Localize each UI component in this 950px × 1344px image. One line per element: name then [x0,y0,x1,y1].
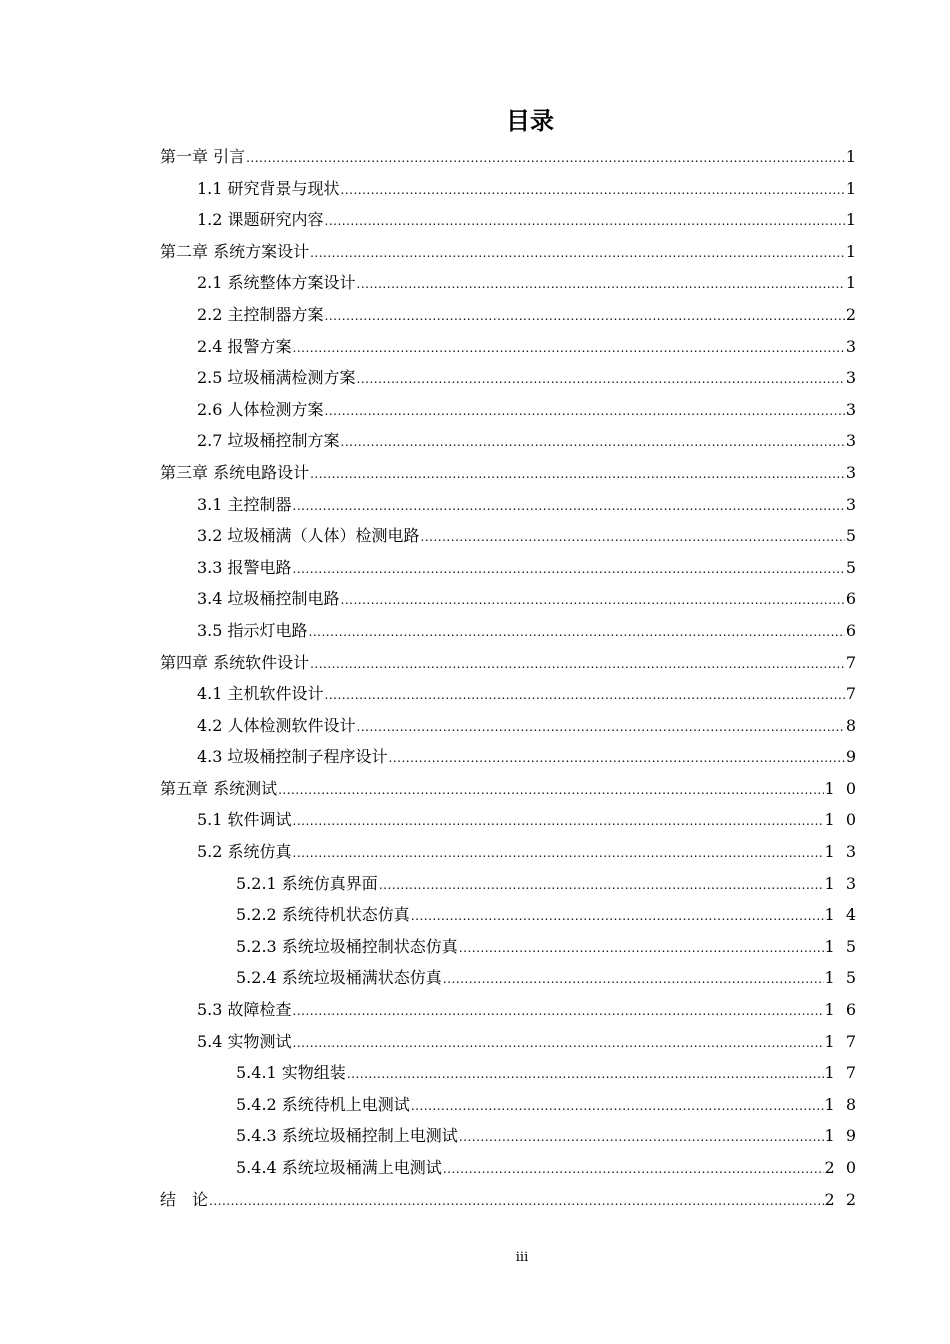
toc-entry-title: 2.6 人体检测方案 [197,399,324,419]
toc-list [160,141,859,1215]
toc-entry-title: 5.2.2 系统待机状态仿真 [236,905,410,925]
toc-entry-page: 1 0 [824,778,859,798]
toc-entry-page: 2 0 [824,1158,859,1177]
toc-entry[interactable] [160,710,859,742]
toc-entry[interactable] [160,489,859,521]
toc-entry[interactable] [160,331,859,363]
toc-entry-title: 5.2.3 系统垃圾桶控制状态仿真 [236,936,458,956]
toc-entry-title: 1.2 课题研究内容 [197,210,324,230]
toc-entry[interactable] [160,1026,859,1058]
dot-leader [209,1186,824,1218]
toc-entry[interactable] [160,267,859,299]
dot-leader [341,427,845,459]
toc-entry-page: 2 [845,304,859,324]
toc-entry-title: 5.2.4 系统垃圾桶满状态仿真 [236,968,442,988]
toc-entry-page: 3 [845,462,859,482]
toc-entry-title: 3.2 垃圾桶满（人体）检测电路 [197,526,420,546]
dot-leader [459,933,824,965]
dot-leader [443,1154,824,1186]
dot-leader [246,143,845,175]
toc-entry-page: 1 5 [824,936,859,956]
toc-entry-title: 3.1 主控制器 [197,494,292,514]
toc-entry-page: 8 [845,715,859,735]
toc-entry[interactable] [160,299,859,331]
dot-leader [310,649,845,681]
toc-entry-page: 1 5 [824,968,859,988]
dot-leader [411,1091,824,1123]
toc-entry-title: 5.4.3 系统垃圾桶控制上电测试 [236,1126,458,1146]
toc-entry-title: 结 论 [160,1189,209,1209]
toc-entry[interactable] [160,836,859,868]
dot-leader [357,712,845,744]
toc-entry-title: 2.4 报警方案 [197,336,292,356]
toc-entry-page: 1 [845,210,859,230]
toc-entry[interactable] [160,457,859,489]
toc-entry-page: 3 [845,494,859,514]
toc-entry-page: 1 0 [824,810,859,830]
toc-entry-page: 7 [845,652,859,672]
dot-leader [293,806,824,838]
dot-leader [293,1028,824,1060]
toc-entry[interactable] [160,520,859,552]
toc-entry[interactable] [160,1184,859,1216]
dot-leader [357,364,845,396]
toc-entry-page: 3 [845,368,859,388]
toc-entry[interactable] [160,583,859,615]
toc-entry-page: 6 [845,589,859,609]
toc-entry[interactable] [160,994,859,1026]
dot-leader [443,964,824,996]
toc-entry[interactable] [160,962,859,994]
toc-entry-page: 1 [845,178,859,198]
toc-entry-page: 1 9 [824,1126,859,1146]
dot-leader [310,459,845,491]
toc-entry[interactable] [160,425,859,457]
dot-leader [309,617,845,649]
dot-leader [325,680,845,712]
toc-entry[interactable] [160,804,859,836]
toc-entry-page: 6 [845,620,859,640]
toc-entry[interactable] [160,394,859,426]
toc-entry[interactable] [160,204,859,236]
toc-entry-page: 3 [845,399,859,419]
toc-entry-title: 5.1 软件调试 [197,810,292,830]
toc-entry[interactable] [160,552,859,584]
dot-leader [325,206,845,238]
toc-entry[interactable] [160,868,859,900]
toc-entry-page: 1 3 [824,842,859,862]
dot-leader [293,554,845,586]
toc-entry-title: 3.4 垃圾桶控制电路 [197,589,340,609]
toc-entry-page: 1 8 [824,1094,859,1114]
toc-entry[interactable] [160,647,859,679]
dot-leader [293,491,845,523]
dot-leader [293,838,824,870]
toc-entry-title: 第五章 系统测试 [160,778,278,798]
page-number-footer: iii [515,1250,529,1265]
toc-entry-page: 1 [845,273,859,293]
toc-entry-title: 4.3 垃圾桶控制子程序设计 [197,747,388,767]
toc-entry[interactable] [160,173,859,205]
toc-entry[interactable] [160,773,859,805]
toc-entry-title: 2.5 垃圾桶满检测方案 [197,368,356,388]
toc-entry-page: 9 [845,747,859,767]
toc-entry-title: 5.2 系统仿真 [197,842,292,862]
toc-entry-page: 2 2 [824,1189,859,1209]
dot-leader [341,585,845,617]
dot-leader [347,1059,824,1091]
toc-entry-page: 3 [845,431,859,451]
toc-entry[interactable] [160,1057,859,1089]
toc-entry-page: 1 [845,241,859,261]
toc-entry[interactable] [160,1089,859,1121]
toc-entry[interactable] [160,899,859,931]
toc-entry-title: 3.3 报警电路 [197,557,292,577]
toc-entry[interactable] [160,141,859,173]
toc-entry-title: 3.5 指示灯电路 [197,620,308,640]
toc-entry[interactable] [160,362,859,394]
dot-leader [310,238,845,270]
toc-entry-page: 3 [845,336,859,356]
toc-entry-title: 第四章 系统软件设计 [160,652,310,672]
toc-entry-title: 第三章 系统电路设计 [160,462,310,482]
toc-entry-title: 5.4.2 系统待机上电测试 [236,1094,410,1114]
toc-entry-title: 4.2 人体检测软件设计 [197,715,356,735]
toc-entry-page: 1 7 [824,1063,859,1083]
toc-entry[interactable] [160,1120,859,1152]
toc-entry-title: 5.4 实物测试 [197,1031,292,1051]
dot-leader [278,775,823,807]
dot-leader [459,1122,824,1154]
toc-entry-title: 2.7 垃圾桶控制方案 [197,431,340,451]
dot-leader [357,269,845,301]
toc-entry-title: 5.4.4 系统垃圾桶满上电测试 [236,1158,442,1177]
dot-leader [341,175,845,207]
toc-entry-title: 第二章 系统方案设计 [160,241,310,261]
toc-entry[interactable] [160,931,859,963]
toc-title: 目录 [506,107,554,135]
toc-entry-page: 1 [845,147,859,166]
toc-entry[interactable] [160,1152,859,1184]
toc-entry-title: 第一章 引言 [160,147,246,166]
toc-entry-page: 5 [845,526,859,546]
toc-entry-title: 1.1 研究背景与现状 [197,178,340,198]
toc-entry-title: 5.4.1 实物组装 [236,1063,346,1083]
toc-entry[interactable] [160,615,859,647]
toc-entry[interactable] [160,741,859,773]
toc-entry-page: 1 7 [824,1031,859,1051]
toc-entry-page: 1 4 [824,905,859,925]
toc-entry-title: 5.3 故障检查 [197,1000,292,1020]
dot-leader [325,396,845,428]
dot-leader [293,996,824,1028]
dot-leader [293,333,845,365]
toc-entry-page: 1 6 [824,1000,859,1020]
toc-entry[interactable] [160,678,859,710]
toc-entry-title: 2.2 主控制器方案 [197,304,324,324]
toc-entry-page: 1 3 [824,873,859,893]
dot-leader [389,743,845,775]
toc-entry-page: 5 [845,557,859,577]
toc-entry-page: 7 [845,684,859,704]
toc-entry-title: 5.2.1 系统仿真界面 [236,873,378,893]
toc-entry[interactable] [160,236,859,268]
dot-leader [325,301,845,333]
dot-leader [411,901,824,933]
toc-entry-title: 4.1 主机软件设计 [197,684,324,704]
toc-entry-title: 2.1 系统整体方案设计 [197,273,356,293]
dot-leader [421,522,845,554]
dot-leader [379,870,824,902]
